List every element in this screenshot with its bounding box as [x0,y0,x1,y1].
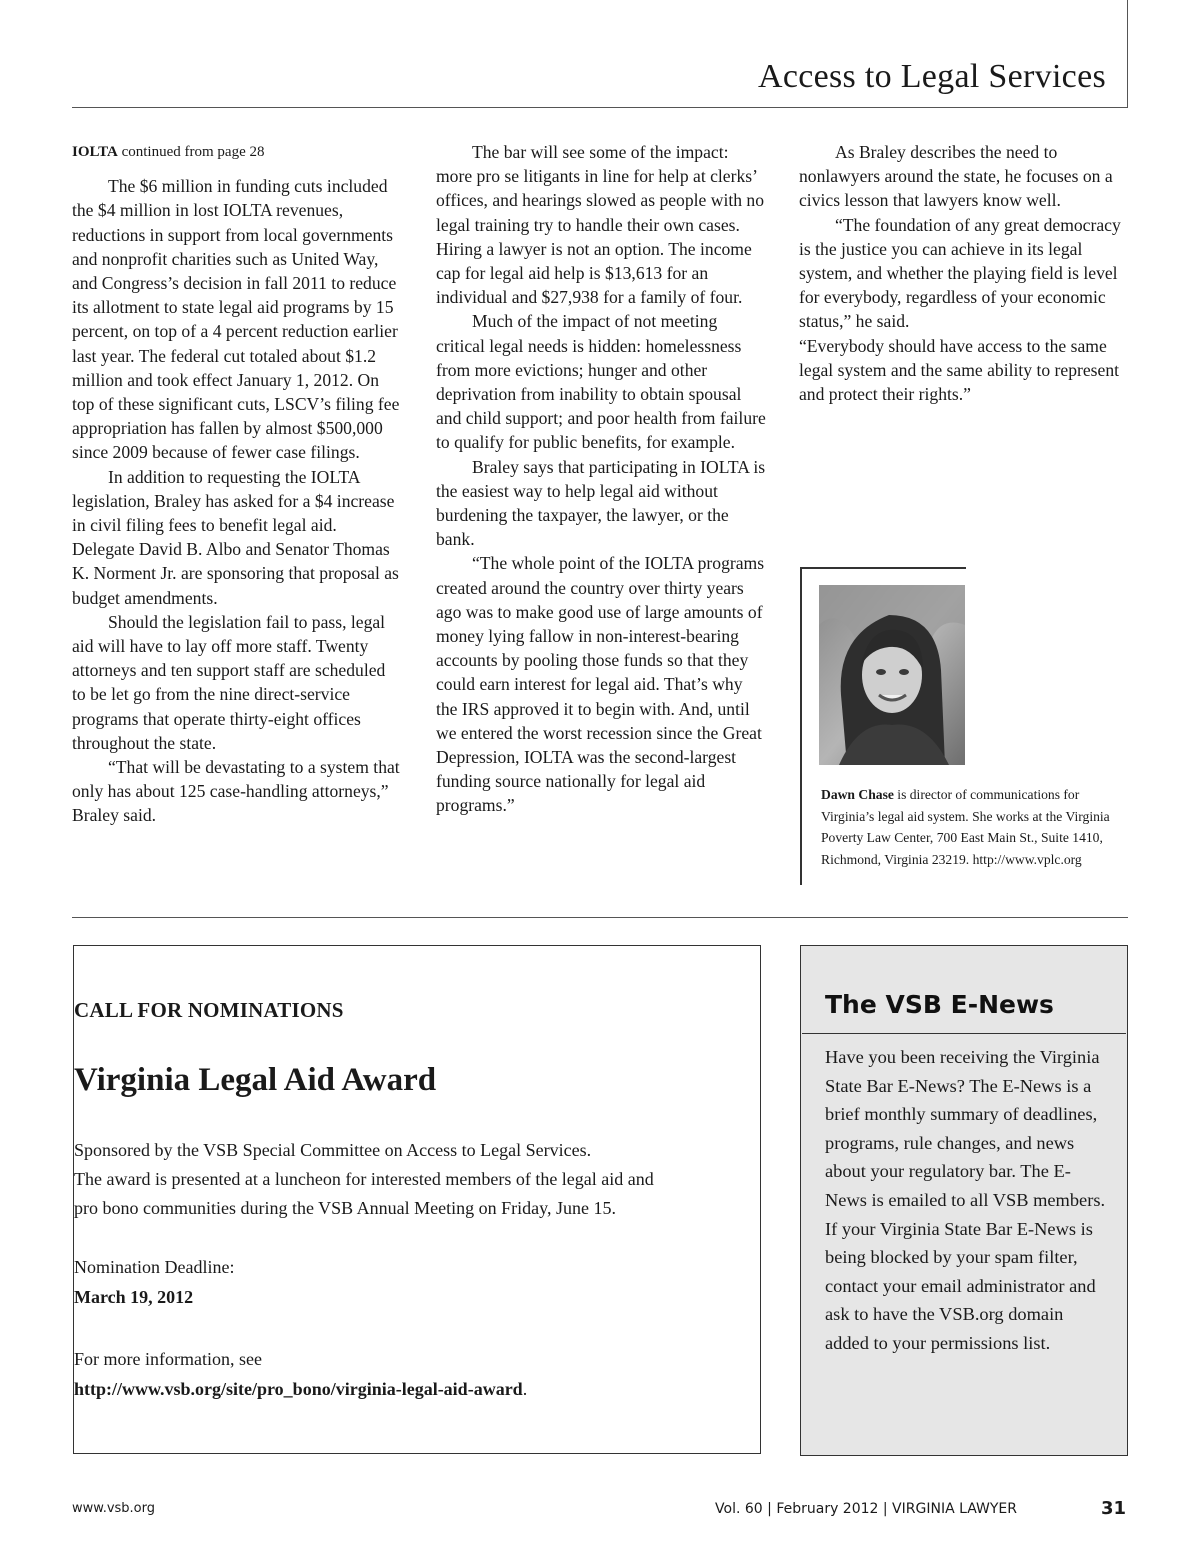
deadline-label: Nomination Deadline: [74,1257,235,1277]
enews-rule [802,1033,1126,1034]
author-bio: is director of communications for Virginia’s legal aid system. She works at the Virginia Poverty Law Center, 700 East Main St., Suite 1410, Richmond, Virginia 23219. http://www.vplc.org [821,787,1110,867]
paragraph: Much of the impact of not meeting critical legal needs is hidden: homelessness from more evictions; hunger and other deprivation from inability to obtain spousal and child support; and poor health from failure to qualify for public benefits, for example. [436,311,766,453]
deadline-date: March 19, 2012 [74,1287,194,1307]
paragraph: As Braley describes the need to nonlawyers around the state, he focuses on a civics lesson that lawyers know well. [799,142,1113,211]
info-suffix: . [522,1379,528,1399]
paragraph: In addition to requesting the IOLTA legislation, Braley has asked for a $4 increase in civil filing fees to benefit legal aid. Delegate David B. Albo and Senator Thomas K. Norment Jr. are sponsoring that proposal as budget amendments. [72,466,399,608]
paragraph: “That will be devastating to a system that only has about 125 case-handling attorneys,” Braley said. [72,757,400,826]
info-label: For more information, see [74,1349,262,1369]
footer-issue: Vol. 60 | February 2012 | VIRGINIA LAWYER [715,1501,1017,1517]
nominations-description [74,1136,760,1223]
footer-website: www.vsb.org [72,1501,156,1516]
info-line [74,1379,760,1400]
paragraph: The bar will see some of the impact: more pro se litigants in line for help at clerks’ offices, and hearings slowed as people with no legal training try to handle their own cases. Hiring a lawyer is not an option. The income cap for legal aid help is $13,613 for an individual and $27,938 for a family of four. [436,142,765,308]
section-title: Access to Legal Services [757,58,1106,95]
continued-note [72,140,402,164]
author-box-top-rule [800,567,966,569]
paragraph: “The whole point of the IOLTA programs created around the country over thirty years ago was to make good use of large amounts of money lying fallow in non-interest-bearing accounts by pooling those funds so that they could earn interest for legal aid. That’s why the IRS approved it to begin with. And, until we entered the worst recession since the Great Depression, IOLTA was the second-largest funding source nationally for legal aid programs.” [436,553,765,816]
paragraph: Braley says that participating in IOLTA is the easiest way to help legal aid without burdening the taxpayer, the lawyer, or the bank. [436,456,766,550]
nominations-heading: CALL FOR NOMINATIONS [74,998,344,1022]
nominations-line: The award is presented at a luncheon for interested members of the legal aid and [74,1169,654,1189]
author-photo [819,585,965,765]
author-caption [821,784,1111,870]
nominations-box [73,945,761,1454]
author-box-left-rule [800,567,802,885]
award-title: Virginia Legal Aid Award [74,1062,437,1098]
paragraph: The $6 million in funding cuts included the $4 million in lost IOLTA revenues, reductions in support from local governments and nonprofit charities such as United Way, and Congress’s decision in fall 2011 to reduce its allotment to state legal aid programs by 15 percent, on top of a 4 percent reduction earlier last year. The federal cut totaled about $1.2 million and took effect January 1, 2012. On top of these significant cuts, LSCV’s filing fee appropriation has fallen by almost $500,000 since 2009 because of fewer case filings. [72,176,400,463]
paragraph: “Everybody should have access to the same legal system and the same ability to represent and protect their rights.” [799,335,1120,405]
paragraph: “The foundation of any great democracy is the justice you can achieve in its legal system, and whether the playing field is level for everybody, regardless of your economic status,” he said. [799,214,1121,332]
section-divider [72,917,1128,918]
header-rule [72,107,1128,108]
article-column-2 [436,140,766,818]
author-name: Dawn Chase [821,787,894,802]
continued-label: IOLTA [72,144,118,160]
enews-title: The VSB E-News [825,990,1054,1019]
article-column-1 [72,140,402,828]
nominations-line: pro bono communities during the VSB Annual Meeting on Friday, June 15. [74,1198,616,1218]
paragraph: Should the legislation fail to pass, legal aid will have to lay off more staff. Twenty attorneys and ten support staff are scheduled to be let go from the nine direct-service programs that operate thirty-eight offices throughout the state. [72,611,386,753]
article-column-3 [799,140,1129,406]
continued-text: continued from page 28 [121,144,265,160]
enews-box [800,945,1128,1456]
enews-body: Have you been receiving the Virginia State Bar E-News? The E-News is a brief monthly summary of deadlines, programs, rule changes, and news about your regulatory bar. The E-News is emailed to all VSB members. If your Virginia State Bar E-News is being blocked by your spam filter, contact your email administrator and ask to have the VSB.org domain added to your permissions list. [825,1047,1106,1353]
info-url-link[interactable]: http://www.vsb.org/site/pro_bono/virginia-legal-aid-award [74,1379,523,1399]
page-number: 31 [1100,1498,1126,1519]
header-vertical-rule [1127,0,1128,108]
nominations-line: Sponsored by the VSB Special Committee on Access to Legal Services. [74,1140,592,1160]
